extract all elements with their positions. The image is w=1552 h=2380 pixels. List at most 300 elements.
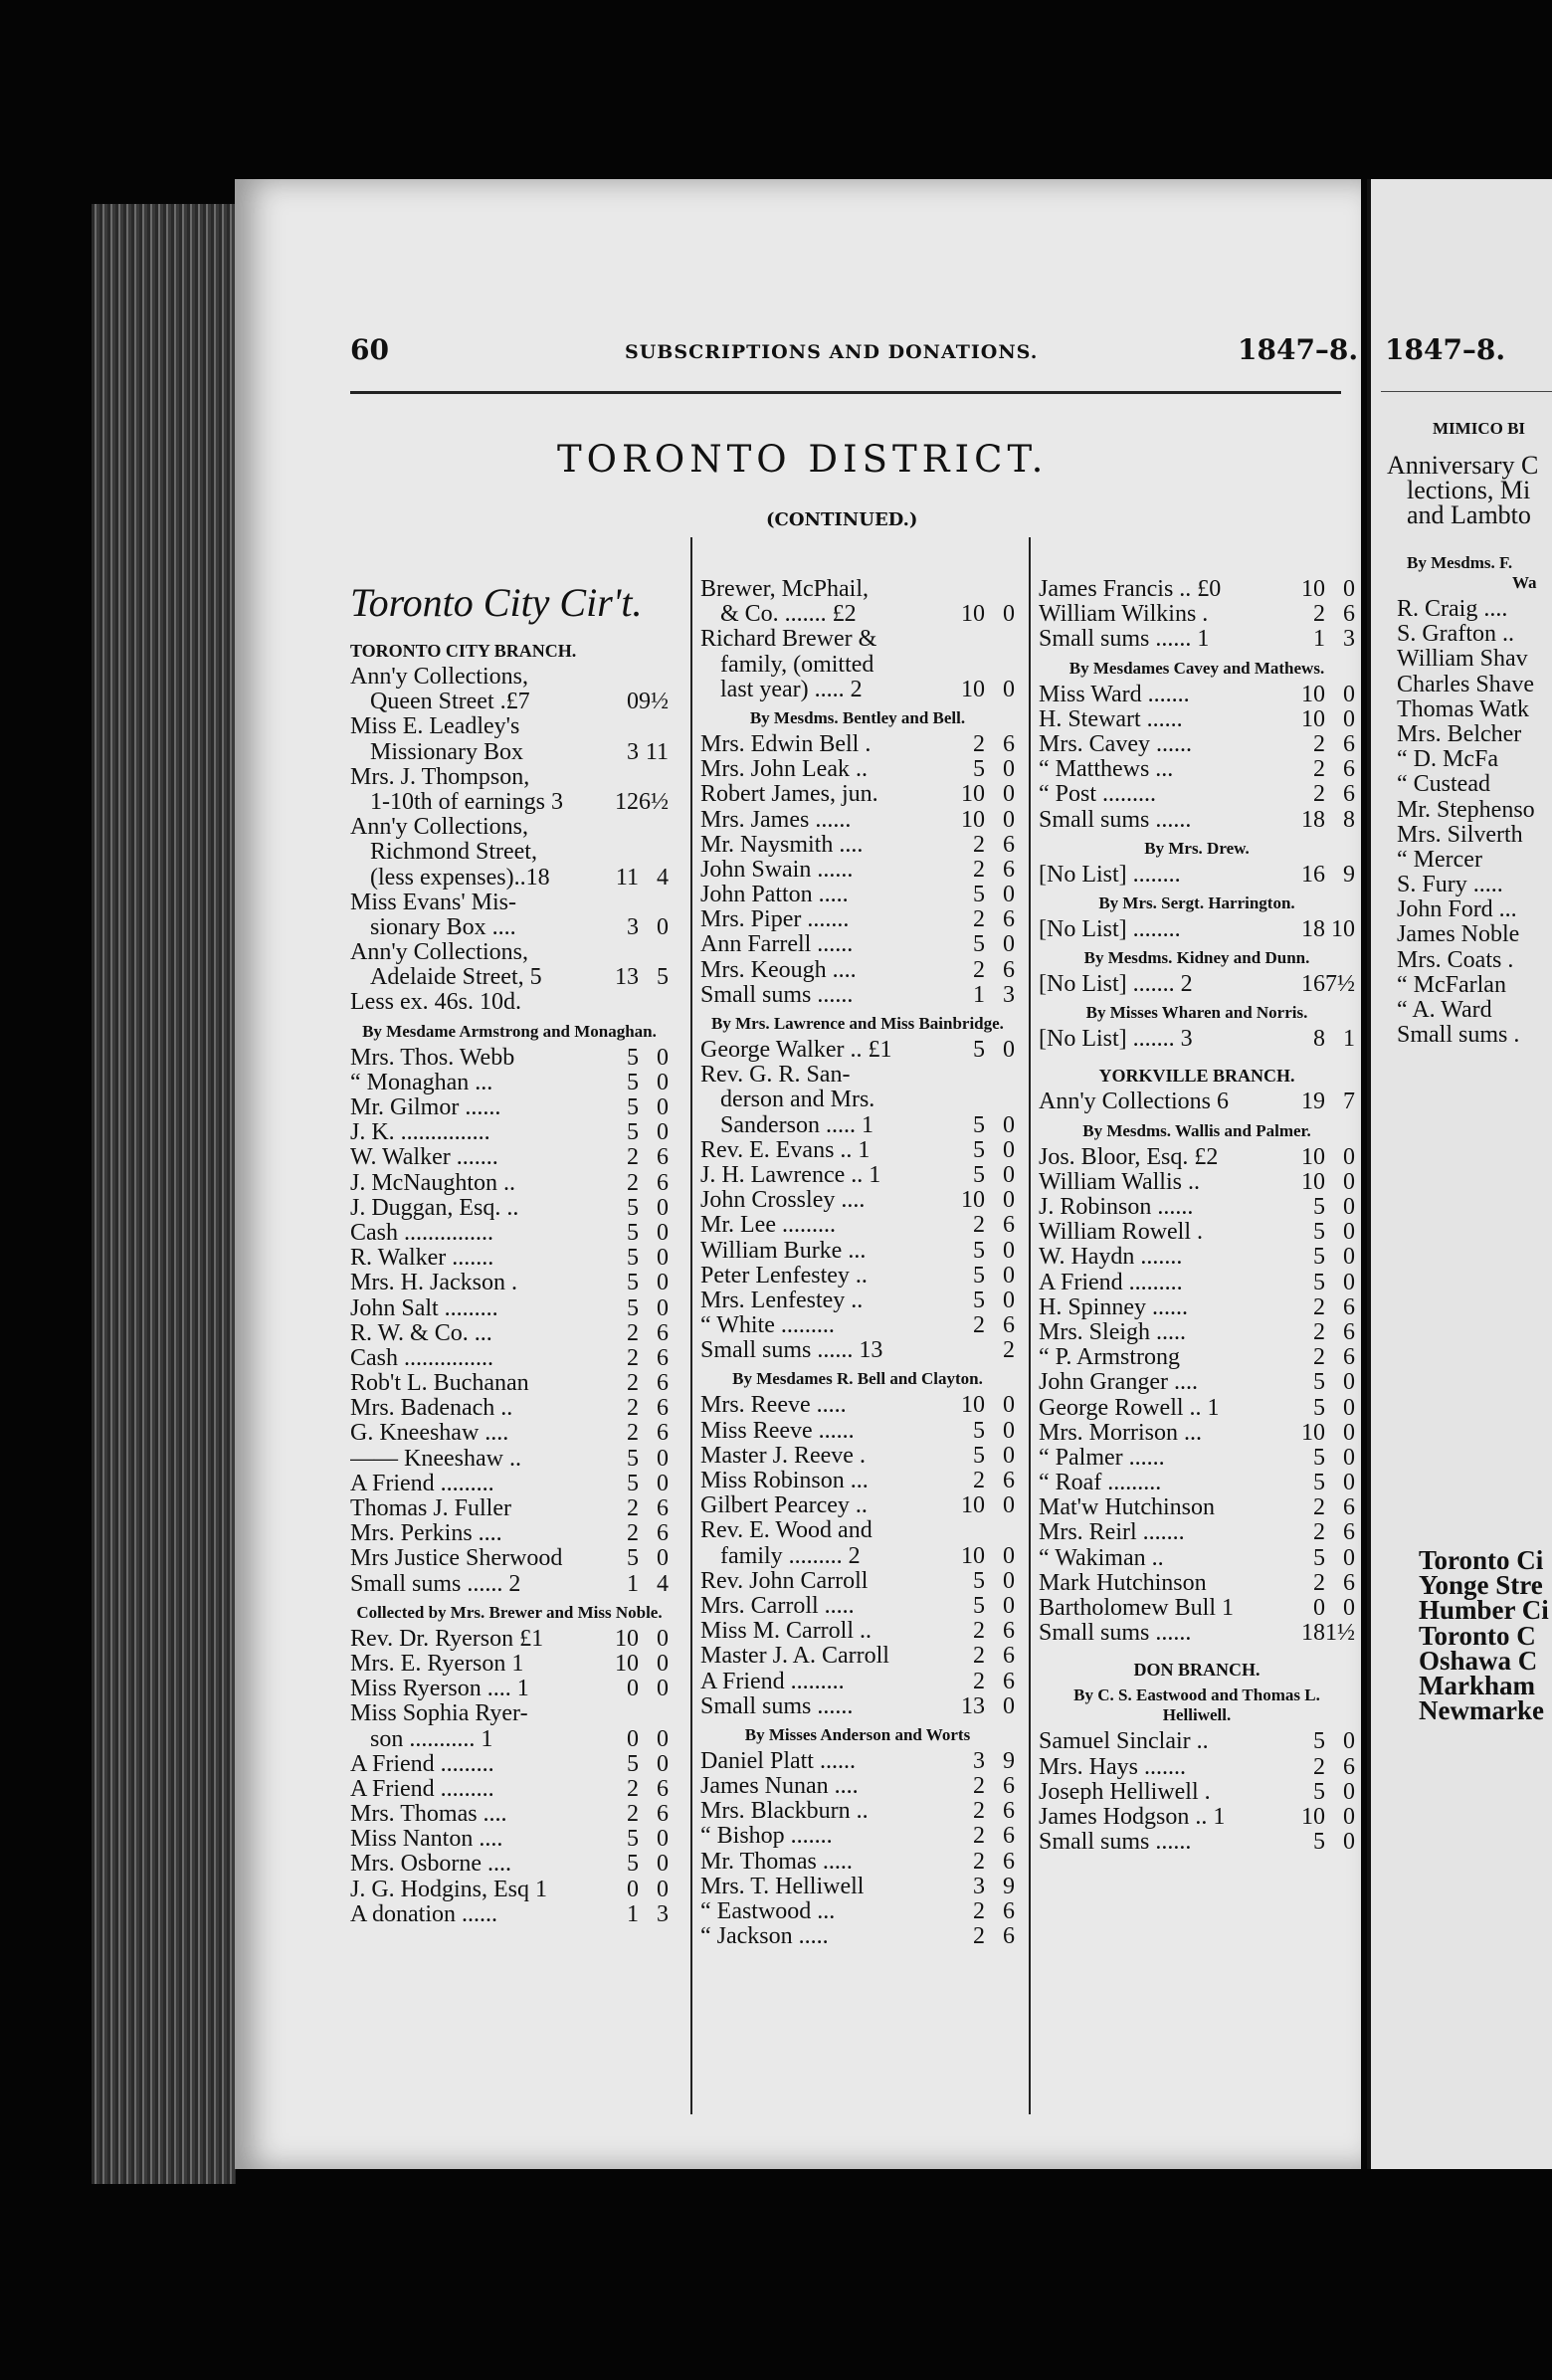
entries-group-5 [700,1749,1015,1950]
amount-pence: 6 [657,1395,669,1422]
district-title: TORONTO DISTRICT. [557,438,1049,481]
entry-name: John Crossley .... [700,1188,866,1214]
entries-group-9 [1039,1729,1355,1855]
list-line: Toronto Ci [1419,1545,1544,1575]
column-1 [350,577,669,1927]
amount-pounds [571,1727,603,1752]
amount-pence: 6 [1343,756,1355,783]
entry-name: Small sums ...... [700,1693,854,1719]
amount-shillings: 10 [961,806,985,833]
entry-name: Adelaide Street, 5 [370,965,542,991]
ledger-entry [350,690,669,714]
amount-pence: 5 [657,964,669,991]
ledger-entry [700,1213,1015,1238]
amount-pounds [917,1924,949,1949]
amount-shillings: 2 [973,1823,985,1850]
amount-pounds [1258,1471,1289,1495]
ledger-entry [700,1774,1015,1799]
entry-name: sionary Box .... [370,914,516,940]
ledger-entry [1039,707,1355,732]
list-line: Humber Ci [1419,1595,1549,1626]
amount-pence: 6½ [639,788,669,815]
ledger-entry [700,1419,1015,1444]
amount-pounds [571,1677,603,1701]
amount-shillings: 19 [1301,1089,1325,1115]
amount-pounds [917,1824,949,1849]
entry-name: James Hodgson .. 1 [1039,1804,1226,1830]
amount-shillings: 2 [627,1420,639,1447]
entries-group-6 [1039,1027,1355,1052]
ledger-entry [350,1572,669,1597]
entry-name: G. Kneeshaw .... [350,1421,509,1447]
amount-pounds [1258,1295,1289,1320]
entry-name: Mrs. Edwin Bell . [700,731,872,757]
amount-pounds [917,1493,949,1518]
page2-line: Anniversary C [1387,451,1539,480]
entry-name: W. Walker ....... [350,1145,498,1171]
ledger-entry [350,1752,669,1777]
amount-pence: 6 [1343,1753,1355,1780]
amount-shillings: 5 [1313,1194,1325,1220]
amount-shillings: 2 [1313,1519,1325,1546]
ledger-entry [350,1095,669,1120]
amount-pence: 6 [657,1144,669,1171]
amount-pence: 6 [1003,1468,1015,1493]
entry-name: Rev. Dr. Ryerson £1 [350,1626,544,1652]
amount-pence: 6 [1003,1773,1015,1800]
ledger-entry [700,883,1015,907]
ledger-entry [700,1088,1015,1112]
amount-shillings: 5 [973,1262,985,1289]
entry-name: Mrs. Reeve ..... [700,1393,847,1419]
amount-pence: 0 [1003,931,1015,958]
amount-pounds [571,1878,603,1902]
ledger-entry [1039,1805,1355,1830]
entry-name: Small sums ...... [1039,807,1192,833]
section-heading: By Mesdame Armstrong and Monaghan. [362,1021,657,1041]
amount-pence: 0 [657,1676,669,1702]
entry-name: Master J. A. Carroll [700,1644,889,1670]
amount-shillings: 18 [1301,1620,1325,1647]
amount-shillings: 2 [973,1312,985,1339]
amount-shillings: 5 [1313,1829,1325,1856]
ledger-entry [1039,863,1355,888]
amount-pounds [917,1694,949,1719]
amount-pence: 3 [1003,981,1015,1008]
amount-shillings [603,815,639,840]
entry-name: Ann'y Collections, [350,665,528,690]
amount-pence: 0 [657,1851,669,1878]
amount-shillings: 5 [1313,1778,1325,1805]
amount-shillings [949,1338,985,1363]
ledger-entry [350,1701,669,1726]
amount-shillings: 11 [615,864,639,891]
ledger-entry [700,1924,1015,1949]
amount-pence: 0 [1003,1542,1015,1569]
entries-group-7 [1039,1090,1355,1114]
entries-group-3 [1039,863,1355,888]
ledger-entry [1039,1471,1355,1495]
amount-pounds [917,808,949,833]
amount-pounds [1258,627,1289,652]
entry-name: “ Bishop ....... [700,1824,833,1850]
amount-pence: 6 [1343,1344,1355,1371]
amount-pence: 0 [1003,756,1015,783]
entry-name: H. Spinney ...... [1039,1294,1188,1320]
amount-pounds [571,940,603,965]
amount-pence: 6 [1343,730,1355,757]
entry-name: John Swain ...... [700,857,854,883]
amount-shillings: 5 [627,1826,639,1853]
amount-pounds [571,840,603,865]
amount-shillings: 5 [1313,1269,1325,1295]
page2-circuits [1419,1537,1549,1726]
amount-pence: 6 [1003,1618,1015,1645]
ledger-entry [700,1619,1015,1644]
ledger-entry [350,1046,669,1071]
amount-pounds [917,983,949,1008]
amount-pounds [1258,1729,1289,1754]
amount-pence: 0 [1343,1219,1355,1246]
amount-pence: 0 [1343,1778,1355,1805]
amount-pounds [1258,1621,1289,1646]
amount-pounds [1258,1596,1289,1621]
amount-pence: 6 [1343,781,1355,808]
amount-shillings: 12 [615,788,639,815]
amount-shillings: 5 [627,1470,639,1496]
amount-pence [985,1518,1015,1543]
entry-name: Ann'y Collections, [350,815,528,841]
column-2 [700,577,1015,1949]
amount-pounds [571,1120,603,1145]
page-number: 60 [350,333,389,366]
entry-name: J. McNaughton .. [350,1170,515,1196]
amount-pounds [1258,1271,1289,1295]
amount-pence: 3 [657,1900,669,1927]
ledger-entry [1039,627,1355,652]
amount-pence: 0 [1003,806,1015,833]
amount-pence: 6 [657,1801,669,1828]
amount-pence: 6 [1003,1823,1015,1850]
ledger-entry [350,815,669,840]
ledger-entry [700,1824,1015,1849]
ledger-entry [350,1120,669,1145]
ledger-entry [700,932,1015,957]
entry-name: derson and Mrs. [720,1088,875,1113]
amount-pounds [1258,577,1289,602]
list-line: “ A. Ward [1397,997,1492,1023]
amount-pounds [1258,1195,1289,1220]
entry-name: Ann Farrell ...... [700,932,854,958]
amount-pence: 4 [657,864,669,891]
amount-shillings: 2 [627,1775,639,1802]
amount-pence [985,627,1015,652]
amount-pence: 9 [1003,1747,1015,1774]
ledger-entry [350,1171,669,1196]
entry-name: Mrs Justice Sherwood [350,1546,563,1572]
amount-pence: 6 [1343,1318,1355,1345]
entry-name: Miss M. Carroll .. [700,1619,873,1645]
section-heading: By Misses Wharen and Norris. [1085,1003,1308,1023]
ledger-entry [350,1727,669,1752]
amount-shillings: 3 [973,1747,985,1774]
entry-name: Mrs. Sleigh ..... [1039,1319,1187,1345]
amount-pounds [1258,1345,1289,1370]
ledger-entry [1039,782,1355,807]
amount-shillings: 0 [627,1876,639,1902]
amount-pounds [917,1038,949,1063]
ledger-entry [350,1827,669,1852]
amount-pence: 0 [657,1650,669,1677]
amount-pence: 0 [657,1445,669,1472]
entry-name: W. Haydn ....... [1039,1245,1183,1271]
ledger-entry [1039,1320,1355,1345]
amount-shillings: 2 [627,1344,639,1371]
amount-shillings: 10 [1301,1143,1325,1170]
amount-shillings: 2 [1313,1318,1325,1345]
amount-pounds [571,1321,603,1346]
amount-pence: 0 [1343,1168,1355,1195]
ledger-entry [350,1878,669,1902]
entry-name: Mr. Gilmor ...... [350,1095,501,1120]
amount-pence: 9 [1003,1873,1015,1899]
amount-pounds [571,1396,603,1421]
entry-name: J. G. Hodgins, Esq 1 [350,1877,548,1902]
ledger-entry [1039,1830,1355,1855]
amount-pounds [917,1670,949,1694]
amount-shillings: 5 [1313,1544,1325,1571]
amount-pence: 0 [1343,1544,1355,1571]
amount-pounds [571,815,603,840]
list-line: S. Grafton .. [1397,621,1514,648]
list-line: William Shav [1397,646,1528,673]
amount-pence: 0 [1343,576,1355,602]
amount-pounds [917,782,949,807]
entries-group-4 [1039,917,1355,942]
entries-group-5 [1039,972,1355,997]
amount-pounds [571,1171,603,1196]
ledger-entry [350,765,669,790]
amount-shillings: 5 [1313,1470,1325,1496]
entry-name: J. Robinson ...... [1039,1195,1194,1220]
entry-name: Mrs. Thomas .... [350,1802,507,1828]
list-line: Toronto C [1419,1620,1536,1651]
entry-name: Mr. Lee ......... [700,1213,836,1239]
amount-shillings: 2 [627,1169,639,1196]
ledger-entry [350,1246,669,1271]
ledger-entry [350,1371,669,1396]
list-line: Charles Shave [1397,671,1534,697]
page2-section: By Mesdms. F. [1407,553,1513,572]
amount-pounds [1258,683,1289,707]
amount-shillings: 2 [973,856,985,883]
entry-name: R. W. & Co. ... [350,1320,492,1346]
amount-pounds [571,714,603,739]
entry-name: Mrs. John Leak .. [700,757,868,783]
header-rule [350,391,1341,394]
entry-name: Mrs. Reirl ....... [1039,1520,1185,1546]
amount-pounds [917,653,949,678]
amount-pence [985,653,1015,678]
amount-pence: 6 [1003,1798,1015,1825]
page2-lines [1387,453,1538,527]
ledger-entry [1039,1271,1355,1295]
amount-pounds [571,1296,603,1321]
list-line: Thomas Watk [1397,695,1529,722]
amount-shillings: 5 [973,1592,985,1619]
amount-pounds [917,1163,949,1188]
amount-shillings: 8 [1313,1026,1325,1053]
ledger-entry [700,1569,1015,1594]
amount-pence: 0 [1343,1595,1355,1621]
amount-shillings [949,1088,985,1112]
amount-pence: 0 [1343,1470,1355,1496]
entry-name: last year) ..... 2 [720,677,863,702]
amount-pounds [1258,1495,1289,1520]
amount-pence: 6 [1003,1312,1015,1339]
amount-pounds [917,1289,949,1313]
section-heading: Collected by Mrs. Brewer and Miss Noble. [356,1602,663,1622]
ledger-entry [700,858,1015,883]
amount-pence: 0 [657,1470,669,1496]
ledger-entry [700,782,1015,807]
amount-shillings: 5 [627,1219,639,1246]
section-heading: By Mrs. Sergt. Harrington. [1098,892,1295,912]
amount-pounds [1258,1245,1289,1270]
amount-shillings: 0 [627,689,639,715]
amount-shillings: 0 [1313,1595,1325,1621]
amount-pence: 0 [657,1119,669,1146]
list-line: John Ford ... [1397,896,1517,923]
entries-group-1 [350,665,669,1016]
entry-name: Missionary Box [370,739,524,765]
amount-pence: 6 [1003,1923,1015,1950]
amount-shillings: 2 [973,1212,985,1239]
gutter [1367,179,1371,2169]
amount-shillings: 5 [1313,1219,1325,1246]
amount-pounds [1258,1370,1289,1395]
list-line: Mr. Stephenso [1397,796,1535,823]
list-line: “ Mercer [1397,846,1482,873]
section-heading: By C. S. Eastwood and Thomas L. Helliwell. [1073,1686,1320,1725]
entry-name: Samuel Sinclair .. [1039,1729,1209,1755]
amount-shillings: 2 [973,1468,985,1493]
amount-pence: 0 [1003,882,1015,908]
amount-pounds [917,1594,949,1619]
amount-pounds [917,1393,949,1418]
amount-shillings: 2 [1313,730,1325,757]
entry-name: “ Palmer ...... [1039,1445,1165,1471]
entry-name: Mrs. Lenfestey .. [700,1288,864,1313]
entry-name: George Rowell .. 1 [1039,1395,1220,1421]
amount-pence: 0 [1343,705,1355,732]
amount-pounds [571,665,603,690]
amount-shillings: 5 [973,1111,985,1138]
amount-pounds [571,1827,603,1852]
ledger-entry [700,602,1015,627]
amount-shillings: 2 [973,1668,985,1694]
entry-name: Small sums ...... 1 [1039,627,1210,653]
ledger-entry [1039,1370,1355,1395]
entry-name: A Friend ......... [700,1669,845,1694]
entry-name: Sanderson ..... 1 [720,1112,873,1138]
year-label-right: 1847–8. [1385,333,1506,366]
amount-pounds [917,577,949,602]
ledger-entry [1039,1090,1355,1114]
amount-pounds [571,990,603,1015]
entry-name: J. K. ............... [350,1120,490,1146]
entry-name: John Granger .... [1039,1370,1198,1396]
entry-name: Thomas J. Fuller [350,1496,511,1521]
amount-shillings: 5 [1313,1728,1325,1755]
entry-name: Less ex. 46s. 10d. [350,990,521,1016]
list-line: Mrs. Belcher [1397,720,1522,747]
entry-name: Mrs. Carroll ..... [700,1593,855,1619]
year-label: 1847–8. [1238,333,1359,366]
ledger-entry [700,833,1015,858]
amount-pounds [571,1902,603,1927]
amount-shillings: 10 [961,1542,985,1569]
amount-pounds [1258,1170,1289,1195]
branch-heading: YORKVILLE BRANCH. [1098,1066,1295,1087]
amount-shillings: 2 [627,1495,639,1521]
entry-name: “ Matthews ... [1039,757,1174,783]
amount-shillings: 2 [1313,601,1325,628]
amount-pence: 2 [1003,1337,1015,1364]
entry-name: Mrs. Badenach .. [350,1396,513,1422]
entry-name: Mrs. Hays ....... [1039,1754,1186,1780]
amount-shillings: 16 [1301,861,1325,888]
amount-pounds [917,833,949,858]
amount-pence: 0 [657,1545,669,1572]
list-line: S. Fury ..... [1397,872,1503,898]
amount-shillings: 5 [973,1161,985,1188]
amount-pence: 0 [1003,1136,1015,1163]
amount-pounds [917,958,949,983]
amount-shillings: 1 [1313,626,1325,653]
amount-pence: 0 [1343,1194,1355,1220]
entry-name: Small sums ...... [700,982,854,1008]
amount-pounds [917,1264,949,1289]
amount-shillings: 18 [1301,806,1325,833]
ledger-entry [350,866,669,891]
header-rule-right [1381,391,1552,392]
amount-pounds [917,1138,949,1163]
list-line: James Noble [1397,921,1520,948]
entry-name: Mrs. Cavey ...... [1039,731,1192,757]
ledger-entry [350,1902,669,1927]
amount-pounds [917,732,949,757]
entries-group-4 [700,1393,1015,1718]
ledger-entry [350,1777,669,1802]
amount-pounds [917,1338,949,1363]
book-edge [92,204,236,2184]
amount-shillings: 5 [1313,1444,1325,1471]
amount-pence: 0 [657,1750,669,1777]
ledger-entry [350,1472,669,1496]
amount-pounds [917,602,949,627]
ledger-entry [1039,1027,1355,1052]
amount-pence [639,990,669,1015]
entry-name: [No List] ........ [1039,862,1181,888]
amount-pence: 0 [1343,1803,1355,1830]
amount-shillings: 10 [961,1187,985,1214]
amount-shillings: 2 [973,831,985,858]
amount-pence: 6 [1003,730,1015,757]
entry-name: Robert James, jun. [700,782,878,808]
amount-shillings: 2 [973,1848,985,1875]
amount-pounds [1258,1755,1289,1780]
